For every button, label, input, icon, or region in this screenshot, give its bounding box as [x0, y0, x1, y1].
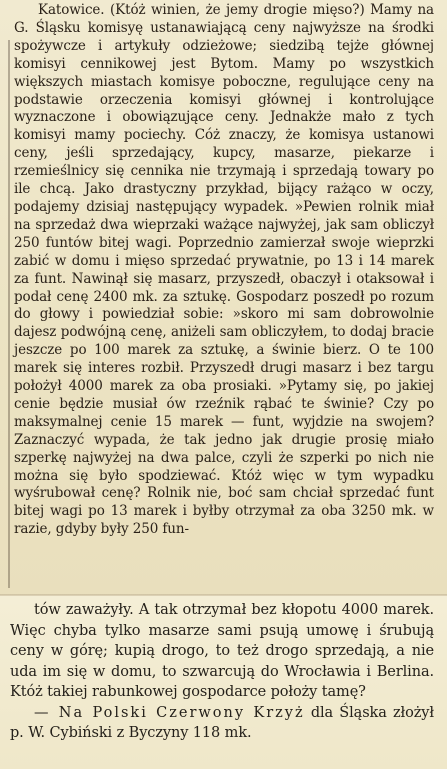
article-paragraph-lower: tów zaważyły. A tak otrzymał bez kłopotu 4000 marek. Więc chyba tylko masarze sami psują umowę i śrubują ceny w górę; kupią drogo, to też drogo sprzedają, a nie uda im się w domu, to szwarcują do Wrocławia i Berlina. Któż takiej rabunkowej gospodarce położy tamę? [10, 602, 434, 700]
donation-note [10, 703, 434, 744]
article-lower-column [10, 600, 434, 744]
article-upper-column [14, 2, 434, 539]
donation-note-rest: dla Śląska złożył p. W. Cybiński z Byczyny 118 mk. [10, 704, 434, 741]
article-paragraph-upper: Katowice. (Któż winien, że jemy drogie mięso?) Mamy na G. Śląsku komisyę ustanawiającą ceny najwyższe na środki spożywcze i artykuły odzieżowe; siedzibą tejże głównej komisyi cennikowej jest Bytom. Mamy po wszystkich większych miastach komisye poboczne, regulujące ceny na podstawie orzeczenia komisyi głównej i kontrolujące wyznaczone i obowiązujące ceny. Jednakże mało z tych komisyi mamy pociechy. Cóż znaczy, że komisya ustanowi ceny, jeśli sprzedający, kupcy, masarze, piekarze i rzemieślnicy się cennika nie trzymają i sprzedają towary po ile chcą. Jako drastyczny przykład, bijący rażąco w oczy, podajemy dzisiaj następujący wypadek. »Pewien rolnik miał na sprzedaż dwa wieprzaki ważące najwyżej, jak sam obliczył 250 funtów bitej wagi. Poprzednio zamierzał swoje wieprzki zabić w domu i mięso sprzedać prywatnie, po 13 i 14 marek za funt. Nawinął się masarz, przyszedł, obaczył i otaksował i podał cenę 2400 mk. za sztukę. Gospodarz poszedł po rozum do głowy i powiedział sobie: »skoro mi sam dobrowolnie dajesz podwójną cenę, aniżeli sam obliczyłem, to dodaj bracie jeszcze po 100 marek za sztukę, a świnie bierz. O te 100 marek się interes rozbił. Przyszedł drugi masarz i bez targu położył 4000 marek za oba prosiaki. »Pytamy się, po jakiej cenie będzie musiał ów rzeźnik rąbać te świnie? Czy po maksymalnej cenie 15 marek — funt, wyjdzie na swojem? Zaznaczyć wypada, że tak jedno jak drugie prosię miało szperkę najwyżej na dwa palce, czyli że szperki po nich nie można się było spodziewać. Któż więc w tym wypadku wyśrubował cenę? Rolnik nie, boć sam chciał sprzedać funt bitej wagi po 13 marek i byłby otrzymał za oba 3250 mk. w razie, gdyby były 250 fun- [14, 2, 434, 538]
donation-note-lead: — Na Polski Czerwony Krzyż [34, 704, 305, 721]
lower-clipping [0, 596, 447, 769]
column-rule-left [8, 40, 10, 588]
